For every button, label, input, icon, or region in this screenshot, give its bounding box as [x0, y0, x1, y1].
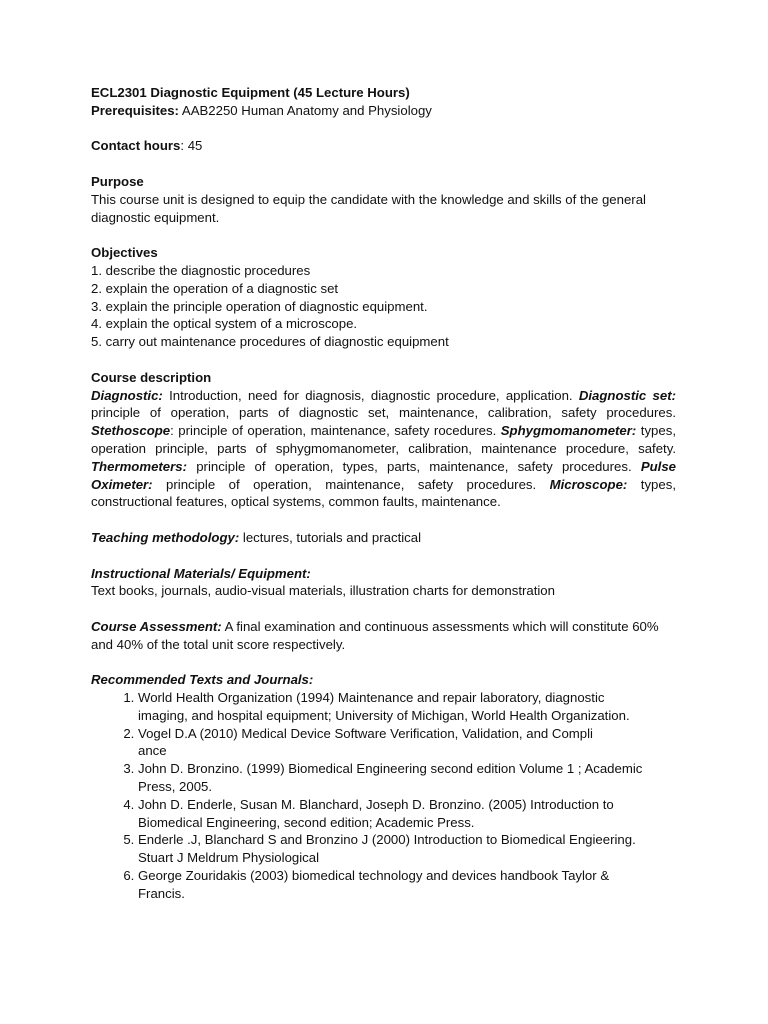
contact-hours-value: : 45 [180, 138, 203, 154]
objective-item: 2. explain the operation of a diagnostic set [91, 280, 339, 296]
materials-heading: Instructional Materials/ Equipment: [91, 565, 311, 581]
topic-label: Microscope: [549, 476, 628, 492]
objectives-section [91, 244, 676, 351]
objective-item: 4. explain the optical system of a microscope. [91, 316, 358, 332]
topic-text: types, constructional features, optical systems, common faults, maintenance. [91, 476, 676, 510]
purpose-section [91, 173, 676, 226]
topic-text: Introduction, need for diagnosis, diagnostic procedure, application. [162, 387, 579, 403]
teaching-methodology [91, 529, 676, 547]
topic-label: Stethoscope [91, 423, 171, 439]
materials-text: Text books, journals, audio-visual materials, illustration charts for demonstration [91, 583, 555, 599]
contact-hours-label: Contact hours [91, 138, 181, 154]
reference-line: ance [138, 743, 167, 759]
course-header [91, 84, 676, 120]
reference-line: 2. Vogel D.A (2010) Medical Device Software Verification, Validation, and Compli [138, 725, 593, 741]
reference-line: Stuart J Meldrum Physiological [138, 850, 320, 866]
reference-item [138, 725, 676, 761]
assessment-label: Course Assessment: [91, 618, 222, 634]
reference-line: Press, 2005. [138, 779, 213, 795]
course-title: ECL2301 Diagnostic Equipment (45 Lecture Hours) [91, 85, 410, 100]
reference-item [138, 867, 676, 903]
reference-line: Biomedical Engineering, second edition; Academic Press. [138, 814, 475, 830]
topic-text: principle of operation, types, parts, maintenance, safety procedures. [187, 458, 641, 474]
prerequisites-value: AAB2250 Human Anatomy and Physiology [178, 102, 432, 118]
reference-item [138, 796, 676, 832]
teaching-methodology-text: lectures, tutorials and practical [239, 529, 422, 545]
topic-label: Diagnostic: [91, 387, 163, 403]
topic-label: Pulse Oximeter: [91, 458, 676, 492]
references-list [91, 689, 676, 903]
course-description-section [91, 369, 676, 511]
reference-line: 5. Enderle .J, Blanchard S and Bronzino J (2000) Introduction to Biomedical Engieering. [138, 832, 636, 848]
reference-line: imaging, and hospital equipment; University of Michigan, World Health Organization. [138, 707, 630, 723]
teaching-methodology-label: Teaching methodology: [91, 529, 240, 545]
objective-item: 5. carry out maintenance procedures of diagnostic equipment [91, 334, 449, 350]
reference-line: Francis. [138, 885, 185, 901]
course-description-text [91, 387, 676, 512]
purpose-heading: Purpose [91, 173, 144, 189]
course-description-heading: Course description [91, 369, 212, 385]
topic-text: principle of operation, parts of diagnostic set, maintenance, calibration, safety procedures. [91, 405, 676, 421]
assessment-text: A final examination and continuous assessments which will constitute 60% and 40% of the total unit score respectively. [91, 618, 659, 652]
topic-text: : principle of operation, maintenance, safety rocedures. [170, 423, 501, 439]
reference-line: 4. John D. Enderle, Susan M. Blanchard, Joseph D. Bronzino. (2005) Introduction to [138, 796, 614, 812]
purpose-text: This course unit is designed to equip the candidate with the knowledge and skills of the general diagnostic equipment. [91, 191, 646, 225]
topic-label: Diagnostic set: [578, 387, 676, 403]
objectives-heading: Objectives [91, 245, 158, 261]
materials-section [91, 565, 676, 601]
course-document [91, 84, 676, 903]
reference-item [138, 760, 676, 796]
assessment-section [91, 618, 666, 654]
reference-item [138, 689, 676, 725]
topic-text: principle of operation, maintenance, safety procedures. [152, 476, 550, 492]
references-section [91, 671, 676, 902]
reference-item [138, 831, 676, 867]
objective-item: 1. describe the diagnostic procedures [91, 262, 311, 278]
reference-line: 6. George Zouridakis (2003) biomedical technology and devices handbook Taylor & [138, 868, 610, 884]
topic-text: types, operation principle, parts of sphygmomanometer, calibration, maintenance procedure, safety. [91, 423, 676, 456]
prerequisites [91, 102, 676, 120]
topic-label: Sphygmomanometer: [500, 423, 637, 439]
reference-line: 1. World Health Organization (1994) Maintenance and repair laboratory, diagnostic [138, 690, 605, 706]
objective-item: 3. explain the principle operation of diagnostic equipment. [91, 298, 428, 314]
references-heading: Recommended Texts and Journals: [91, 672, 314, 688]
prerequisites-label: Prerequisites: [91, 102, 179, 118]
reference-line: 3. John D. Bronzino. (1999) Biomedical Engineering second edition Volume 1 ; Academic [138, 761, 643, 777]
topic-label: Thermometers: [91, 458, 188, 474]
contact-hours [91, 137, 676, 155]
